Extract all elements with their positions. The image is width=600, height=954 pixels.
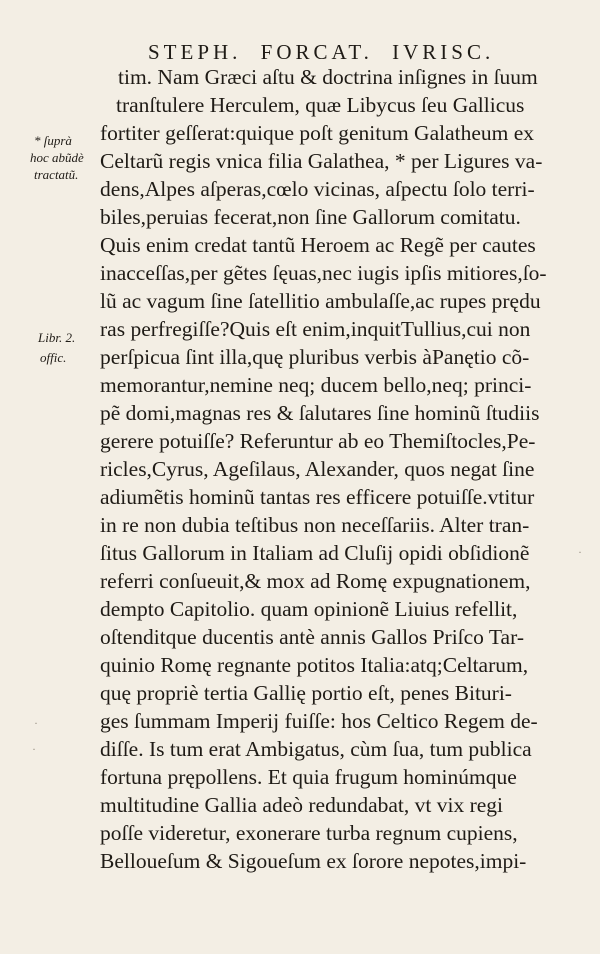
text-line: Celtarũ regis vnica filia Galathea, * per Ligures va- — [100, 149, 543, 173]
text-line: ras perfregiſſe?Quis eſt enim,inquitTullius,cui non — [100, 317, 531, 341]
margin-note-1-line-3: tractatũ. — [34, 167, 79, 182]
text-line: diſſe. Is tum erat Ambigatus, cùm ſua, tum publica — [100, 737, 532, 761]
text-line: dens,Alpes aſperas,cœlo vicinas, aſpectu ſolo terri- — [100, 177, 535, 201]
margin-dot: · — [578, 545, 582, 559]
text-line: lũ ac vagum ſine ſatellitio ambulaſſe,ac rupes prędu — [100, 289, 541, 313]
text-line: fortiter geſſerat:quique poſt genitum Galatheum ex — [100, 121, 535, 145]
text-line: ges ſummam Imperij fuiſſe: hos Celtico Regem de- — [100, 709, 538, 733]
text-line: tranſtulere Herculem, quæ Libycus ſeu Gallicus — [116, 93, 525, 117]
text-line: referri conſueuit,& mox ad Romę expugnationem, — [100, 569, 531, 593]
running-head: STEPH. FORCAT. IVRISC. — [148, 40, 495, 64]
text-line: tim. Nam Græci aſtu & doctrina inſignes in ſuum — [118, 65, 538, 89]
text-line: multitudine Gallia adeò redundabat, vt vix regi — [100, 793, 504, 817]
text-line: ricles,Cyrus, Ageſilaus, Alexander, quos negat ſine — [100, 457, 535, 481]
margin-dot: · — [34, 716, 38, 730]
margin-note-1-line-1: * ſuprà — [34, 133, 72, 148]
margin-note-2-line-1: Libr. 2. — [38, 330, 76, 345]
text-line: pẽ domi,magnas res & ſalutares ſine hominũ ſtudiis — [100, 401, 540, 425]
margin-note-2-line-2: offic. — [40, 350, 67, 365]
text-line: quę propriè tertia Gallię portio eſt, penes Bituri- — [100, 681, 512, 705]
margin-dot: · — [32, 742, 36, 756]
text-line: Belloueſum & Sigoueſum ex ſorore nepotes,impi- — [100, 849, 527, 873]
text-line: oſtenditque ducentis antè annis Gallos Priſco Tar- — [100, 625, 524, 649]
text-line: poſſe videretur, exonerare turba regnum cupiens, — [100, 821, 518, 845]
text-line: inacceſſas,per gẽtes ſęuas,nec iugis ipſis mitiores,ſo- — [100, 261, 547, 285]
margin-note-1-line-2: hoc abũdè — [30, 150, 84, 165]
text-line: in re non dubia teſtibus non neceſſariis. Alter tran- — [100, 513, 530, 537]
text-line: biles,peruias fecerat,non ſine Gallorum comitatu. — [100, 205, 521, 229]
text-line: ſitus Gallorum in Italiam ad Cluſij opidi obſidionẽ — [100, 541, 530, 565]
text-line: dempto Capitolio. quam opinionẽ Liuius refellit, — [100, 597, 518, 621]
text-line: perſpicua ſint illa,quę pluribus verbis àPanętio cõ- — [100, 345, 530, 369]
text-line: fortuna prępollens. Et quia frugum hominúmque — [100, 765, 517, 789]
text-line: memorantur,nemine neq; ducem bello,neq; princi- — [100, 373, 532, 397]
text-line: adiumẽtis hominũ tantas res efficere potuiſſe.vtitur — [100, 485, 535, 509]
text-line: gerere potuiſſe? Referuntur ab eo Themiſtocles,Pe- — [100, 429, 536, 453]
text-line: Quis enim credat tantũ Heroem ac Regẽ per cautes — [100, 233, 536, 257]
text-line: quinio Romę regnante potitos Italia:atq;Celtarum, — [100, 653, 529, 677]
